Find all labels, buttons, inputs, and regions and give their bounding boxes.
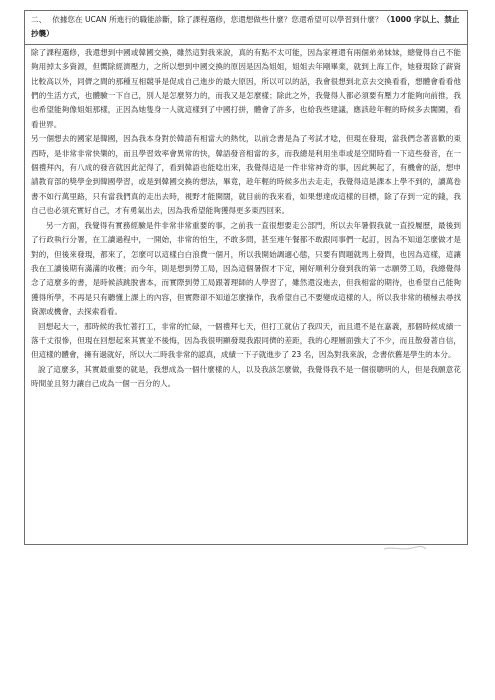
question-number: 二、 bbox=[31, 15, 47, 24]
question-row bbox=[25, 11, 467, 45]
question-text: 依據您在 UCAN 所進行的職能診斷，除了課程選修，您還想做些什麼？您還希望可以學習到什麼？ bbox=[52, 15, 383, 24]
answer-paragraph: 另一方面，我覺得有實務經驗是件非常非常重要的事，之前我一直很想要走公部門，所以去年暑假我就一直投履歷，最後到了行政執行分署，在工讀過程中，一開始，非常的怕生，不敢多問，甚至連午餐都不敢跟同事們一起訂，因為不知道怎麼做才是對的，但後來發現，都來了，怎麼可以這樣白白浪費一個月，所以我開始調適心態，只要有問題就馬上發問，也因為這樣，這讓我在工讀後期有滿滿的收穫；而今年，則是想到勞工局，因為這個暑假才下定，剛好順利分發到我的第一志願勞工局，我總覺得念了這麼多的書，是時候該跳脫書本，而實際到勞工局跟著理師的人學習了，雖然還沒進去，但我相當的期待，也希望自己能夠獲得所學，不再是只有聽懂上課上的內容，但實際卻不知道怎麼操作，我希望自己不要變成這樣的人，所以我非常的積極去尋找資源或機會，去探索看看。 bbox=[31, 220, 461, 317]
faint-scan-mark bbox=[382, 543, 428, 553]
answer-paragraph: 另一個想去的國家是韓國，因為我本身對於韓語有相當大的熱忱，以前念書是為了考試才唸，但現在發現，當我們念著喜歡的東西時，是非常非常快樂的，而且學習效率會異常的快，韓語發音相當的多，而我總是利用坐車或是空閒時看一下這些發音，在一個禮拜內，有八成的發音就因此記得了，看到韓語也能唸出來，我覺得這是一件非常神奇的事，因此興起了，有機會的話，想申請教育部的獎學金到韓國學習，或是到韓國交換的想法，畢竟，趁年輕的時候多出去走走，我覺得這是課本上學不到的，讀萬卷書不如行萬里路，只有當我們真的走出去時，視野才能開闊，就目前的我來看，如果想達成這樣的目標，除了存到一定的錢，我自己也必須充實好自己，才有勇氣出去，因為我希望能夠獲得更多東西回來。 bbox=[31, 134, 461, 216]
answer-paragraph: 回想起大一，那時候的我忙著打工，非常的忙碌，一個禮拜七天，但打工就佔了我四天，而且還不是在嘉義，那個時候成績一落千丈很慘，但現在回想起來其實並不後悔，因為我很明顯發現我跟同儕的差距，我的心理層面強大了不少，而且散發著自信，但這樣的體會，擁有過就好，所以大二時我非常的認真，成績一下子就進步了 23 名，因為對我來說，念書依舊是學生的本分。 bbox=[31, 321, 461, 360]
answer-sheet bbox=[24, 10, 468, 545]
answer-body bbox=[25, 45, 467, 392]
word-count-note: （1000 字以上、禁止抄襲） bbox=[31, 15, 460, 39]
answer-paragraph: 除了課程選修，我還想到中國或韓國交換，雖然這對我來說，真的有點不太可能，因為家裡還有兩個弟弟妹妹，總覺得自己不能夠用掉太多資源，但嚮除經濟壓力，之所以想到中國交換的原因是因為姐姐，姐姐去年剛畢業，就到上海工作，她發現除了薪資比較高以外，同儕之間的那種互相競爭是促成自己進步的最大原因，所以可以的話，我會很想到北京去交換看看，想體會看看他們的生活方式，也體驗一下自己，別人是怎麼努力的，而我又是怎麼樣；除此之外，我覺得人都必須要有壓力才能夠向前推，我也希望能夠像姐姐那樣，正因為她隻身一人就這樣到了中國打拼，體會了許多，也給我些建議，應該趁年輕的時候多去闖闖，看看世界。 bbox=[31, 47, 461, 129]
answer-paragraph: 說了這麼多，其實最重要的就是，我想成為一個什麼樣的人，以及我該怎麼做，我覺得我不是一個很聰明的人，但是我願意花時間並且努力讓自己成為一個一百分的人。 bbox=[31, 364, 461, 389]
